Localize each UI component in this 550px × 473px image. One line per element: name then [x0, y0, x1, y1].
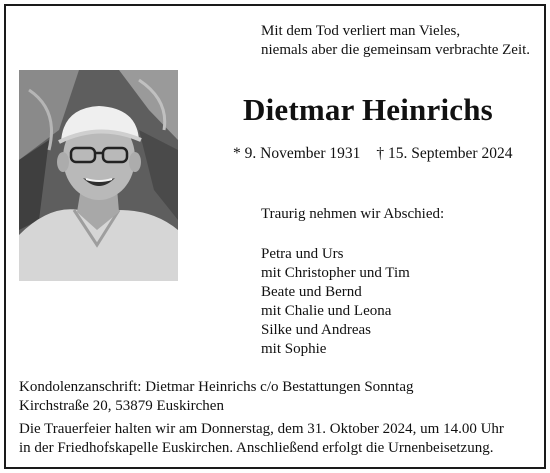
condolence-address — [19, 378, 413, 416]
death-date: † 15. September 2024 — [376, 145, 513, 162]
funeral-service-info — [19, 420, 504, 458]
farewell-text: Traurig nehmen wir Abschied: — [261, 206, 445, 222]
mourner-line: Silke und Andreas — [261, 322, 371, 338]
service-line-1: Die Trauerfeier halten wir am Donnerstag, dem 31. Oktober 2024, um 14.00 Uhr — [19, 421, 504, 437]
mourner-line: mit Christopher und Tim — [261, 265, 410, 281]
mourner-line: Beate und Bernd — [261, 284, 362, 300]
deceased-name: Dietmar Heinrichs — [243, 92, 493, 127]
condolence-line-1: Kondolenzanschrift: Dietmar Heinrichs c/o Bestattungen Sonntag — [19, 379, 414, 395]
motto-line-1: Mit dem Tod verliert man Vieles, — [261, 23, 461, 39]
condolence-line-2: Kirchstraße 20, 53879 Euskirchen — [19, 398, 224, 414]
portrait-photo — [19, 70, 178, 281]
mourner-line: Petra und Urs — [261, 246, 344, 262]
mourners-list — [261, 245, 410, 359]
service-line-2: in der Friedhofskapelle Euskirchen. Anschließend erfolgt die Urnenbeisetzung. — [19, 440, 494, 456]
mourner-line: mit Chalie und Leona — [261, 303, 392, 319]
mourner-line: mit Sophie — [261, 341, 327, 357]
motto-line-2: niemals aber die gemeinsam verbrachte Zeit. — [261, 42, 531, 58]
motto-quote — [261, 22, 530, 60]
birth-date: * 9. November 1931 — [233, 145, 361, 162]
life-dates — [233, 145, 512, 163]
